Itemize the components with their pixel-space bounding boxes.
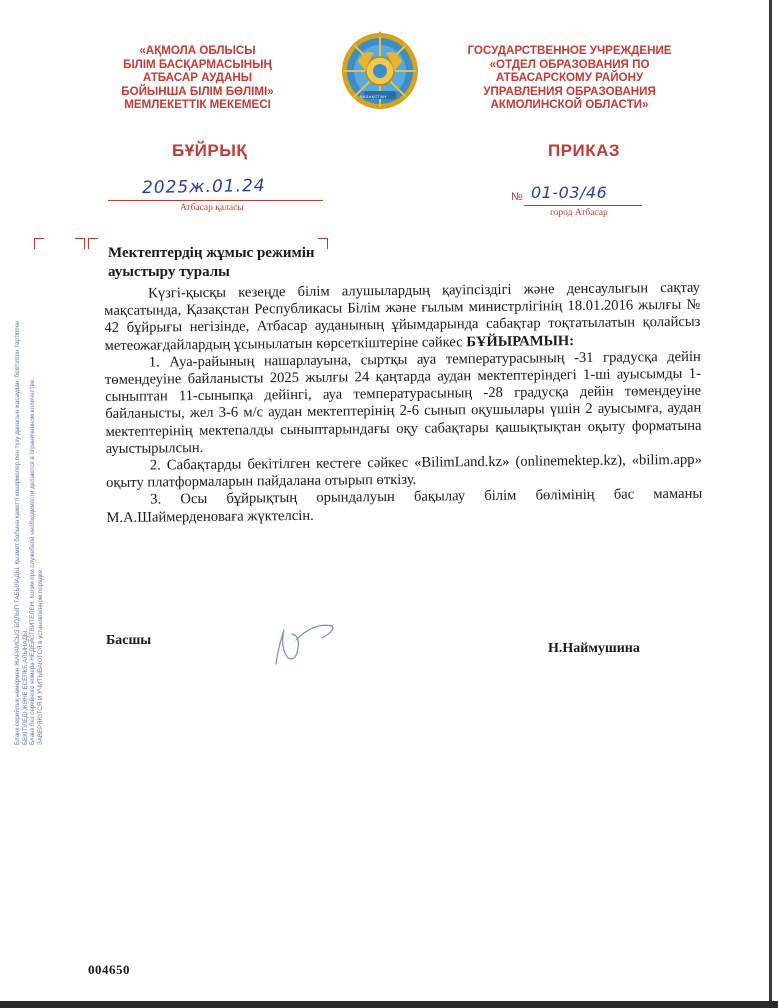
header-ru-line: АТБАСАРСКОМУ РАЙОНУ — [495, 71, 644, 85]
header-kz-line: БОЙЫНША БІЛІМ БӨЛІМІ» — [121, 84, 274, 98]
doc-type-ru: ПРИКАЗ — [548, 141, 621, 160]
header-kz-line: БІЛІМ БАСҚАРМАСЫНЫҢ — [123, 57, 272, 71]
side-note-line: Бланк без серийного номера НЕДЕЙСТВИТЕЛЕН. Копии при служебной необходимости делаются в ограниченном количестве, — [29, 378, 37, 745]
corner-mark — [75, 238, 85, 249]
subject-line: ауыстыру туралы — [108, 264, 230, 280]
number-prefix: № — [511, 191, 523, 203]
corner-mark — [88, 238, 98, 249]
date-line — [108, 200, 323, 201]
header-kz-line: «АҚМОЛА ОБЛЫСЫ — [139, 44, 256, 57]
side-note-line: БЕКІТІЛЕДІ ЖӘНЕ ЕСЕПКЕ АЛЫНАДЫ. — [21, 628, 29, 745]
corner-mark — [34, 238, 44, 249]
blank-serial-number: 004650 — [88, 962, 130, 977]
order-body — [104, 280, 702, 527]
handwritten-date: 2025ж.01.24 — [141, 175, 266, 199]
header-ru-line: «ОТДЕЛ ОБРАЗОВАНИЯ ПО — [489, 57, 650, 71]
header-ru — [452, 44, 687, 112]
doc-type-kz: БҰЙРЫҚ — [172, 141, 248, 160]
number-city-ru: город Атбасар — [550, 208, 608, 218]
date-city-kz: Атбасар қаласы — [180, 203, 244, 213]
handwritten-signature — [262, 618, 340, 670]
state-emblem-icon — [340, 31, 420, 111]
order-item: 2. Сабақтарды бекітілген кестеге сәйкес «BilimLand.kz» (onlinemektep.kz), «bilim.app» оқыту платформаларын пайдалана отырып өткізу. — [105, 451, 702, 492]
order-item: 3. Осы бұйрықтың орындалуын бақылау білім бөлімінің бас маманы М.А.Шаймерденоваға жүктелсін. — [106, 486, 703, 526]
header-ru-line: ГОСУДАРСТВЕННОЕ УЧРЕЖДЕНИЕ — [467, 44, 672, 57]
blank-side-note — [14, 295, 44, 745]
intro-text: Күзгі-қысқы кезеңде білім алушылардың қауіпсіздігі және денсаулығын сақтау мақсатында, Қазақстан Республикасы Білім және ғылым министрлігінің 18.01.2016 жылғы № 42 бұйрығы негізінде, Атбасар ауданының ұйымдарында сабақтар тоқтатылатын қолайсыз метеожағдайлардың ұсынылатын көрсеткіштеріне сәйкес — [104, 279, 701, 354]
subject-heading — [108, 244, 368, 282]
header-kz-line: АТБАСАР АУДАНЫ — [142, 71, 253, 85]
header-kz — [80, 44, 315, 112]
handwritten-number: 01-03/46 — [531, 183, 608, 202]
signatory-title: Басшы — [106, 633, 152, 648]
number-line — [524, 205, 642, 206]
header-ru-line: УПРАВЛЕНИЯ ОБРАЗОВАНИЯ — [483, 84, 656, 98]
order-item: 1. Ауа-райының нашарлауына, сыртқы ауа температурасының -31 градусқа дейін төмендеуіне байланысты 2025 жылғы 24 қаңтарда аудан мектептеріндегі 1-ші ауысымды 1-сыныптан 11-сыныпқа дейінгі, ауа температурасының -28 градусқа дейін төмендеуіне байланысты, жел 3-6 м/с аудан мектептерінің 2-6 сынып оқушылары үшін 2 ауысымға, аудан мектептерінің мектепалды сыныптарындағы оқу сабақтары қашықтықтан оқыту форматына ауыстырылсын. — [104, 348, 702, 457]
signatory-name: Н.Наймушина — [548, 641, 640, 656]
decree-word: БҰЙЫРАМЫН: — [466, 332, 575, 350]
side-note-line: Бланк серийлық нөмермен ЖАРАМСЫЗ БОЛЫП ТАБЫЛАДЫ. Қызмет бабына қажетті көшірмелер пен түзу данасын жасаудан, бекітілген тәртіппен — [14, 320, 21, 745]
emblem-caption: ҚАЗАҚСТАН — [360, 94, 387, 99]
header-kz-line: МЕМЛЕКЕТТІК МЕКЕМЕСІ — [124, 98, 271, 112]
intro-paragraph — [104, 280, 701, 355]
subject-line: Мектептердің жұмыс режимін — [108, 245, 315, 261]
header-ru-line: АКМОЛИНСКОЙ ОБЛАСТИ» — [490, 98, 649, 112]
page-edge-bottom — [0, 1001, 778, 1008]
page-edge — [769, 0, 772, 1008]
side-note-line: ЗАВЕРЯЮТСЯ И УЧИТЫВАЮТСЯ в установленном порядке. — [36, 568, 44, 745]
